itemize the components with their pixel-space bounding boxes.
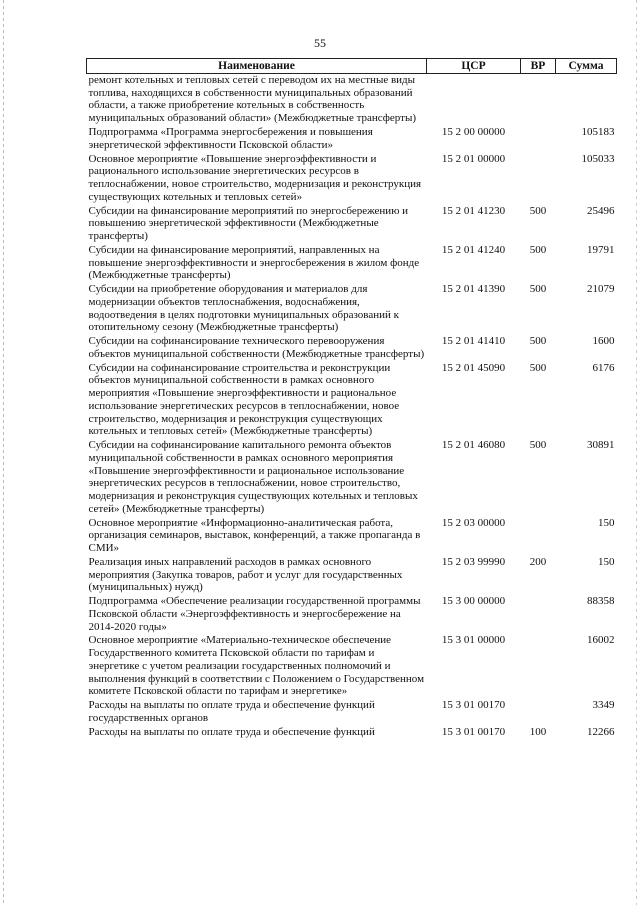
cell-csr: 15 2 00 00000 bbox=[441, 126, 506, 138]
cell-vr bbox=[521, 699, 556, 726]
cell-sum: 1600 bbox=[592, 335, 615, 348]
cell-csr: 15 2 01 00000 bbox=[441, 152, 506, 165]
cell-sum: 105033 bbox=[581, 152, 615, 165]
header-row bbox=[87, 59, 617, 74]
table-row bbox=[87, 634, 617, 699]
cell-csr bbox=[427, 74, 521, 127]
table-row bbox=[87, 699, 617, 726]
cell-name: Подпрограмма «Программа энергосбережения и повышения энергетической эффективности Псковской области» bbox=[88, 126, 373, 151]
cell-vr bbox=[521, 634, 556, 699]
cell-vr bbox=[521, 153, 556, 205]
cell-vr: 200 bbox=[529, 555, 547, 568]
cell-vr: 500 bbox=[529, 283, 547, 296]
cell-vr bbox=[521, 74, 556, 127]
table-row bbox=[87, 595, 617, 634]
budget-table bbox=[86, 58, 617, 740]
cell-vr: 100 bbox=[529, 725, 547, 738]
table-row bbox=[87, 74, 617, 127]
cell-csr: 15 3 01 00000 bbox=[441, 634, 506, 647]
cell-csr: 15 2 01 41390 bbox=[441, 283, 506, 296]
cell-sum: 150 bbox=[598, 555, 615, 568]
table-row bbox=[87, 205, 617, 244]
cell-vr: 500 bbox=[529, 243, 547, 256]
cell-sum: 3349 bbox=[592, 699, 615, 712]
cell-name: Подпрограмма «Обеспечение реализации государственной программы Псковской области «Энергоэффективность и энергосбережение на 2014-2020 годы» bbox=[88, 595, 421, 633]
cell-sum: 88358 bbox=[587, 595, 615, 608]
table-row bbox=[87, 726, 617, 740]
cell-csr: 15 2 01 41230 bbox=[441, 204, 506, 217]
cell-sum bbox=[556, 74, 617, 127]
cell-csr: 15 2 03 99990 bbox=[441, 555, 506, 568]
table-body bbox=[87, 74, 617, 740]
cell-sum: 150 bbox=[598, 516, 615, 529]
table-row bbox=[87, 244, 617, 283]
cell-name: Расходы на выплаты по оплате труда и обеспечение функций bbox=[88, 725, 375, 738]
cell-csr: 15 2 01 41410 bbox=[441, 335, 506, 348]
table-row bbox=[87, 362, 617, 439]
table-row bbox=[87, 556, 617, 595]
cell-name: Субсидии на финансирование мероприятий по энергосбережению и повышению энергетической эффективности (Межбюджетные трансферты) bbox=[88, 204, 409, 242]
table-row bbox=[87, 335, 617, 362]
cell-vr: 500 bbox=[529, 204, 547, 217]
cell-vr bbox=[521, 595, 556, 634]
cell-sum: 16002 bbox=[587, 634, 615, 647]
cell-csr: 15 3 01 00170 bbox=[441, 725, 506, 738]
cell-sum: 105183 bbox=[581, 126, 615, 138]
cell-csr: 15 3 01 00170 bbox=[441, 699, 506, 712]
cell-sum: 25496 bbox=[587, 204, 615, 217]
cell-vr: 500 bbox=[529, 335, 547, 348]
cell-sum: 12266 bbox=[587, 725, 615, 738]
cell-vr bbox=[521, 517, 556, 556]
cell-csr: 15 3 00 00000 bbox=[441, 595, 506, 608]
table-row bbox=[87, 439, 617, 516]
cell-name: Реализация иных направлений расходов в рамках основного мероприятия (Закупка товаров, работ и услуг для государственных (муниципальных) нужд) bbox=[88, 555, 403, 594]
table-row bbox=[87, 153, 617, 205]
cell-name: Основное мероприятие «Информационно-аналитическая работа, организация семинаров, выставок, конференций, а также пропаганда в СМИ» bbox=[88, 516, 421, 554]
cell-name: Субсидии на софинансирование строительства и реконструкции объектов муниципальной собственности в рамках основного мероприятия «Повышение энергоэффективности и рациональное использование энергетических ресурсов в теплоснабжении, новое строительство, модернизация и реконструкция существующих котельных и тепловых сетей» (Межбюджетные трансферты) bbox=[88, 361, 400, 438]
cell-csr: 15 2 01 45090 bbox=[441, 361, 506, 374]
cell-csr: 15 2 01 46080 bbox=[441, 439, 506, 452]
cell-name: Основное мероприятие «Повышение энергоэффективности и рационального использование энергетических ресурсов в теплоснабжении, новое строительство, модернизация и реконструкция существующих котельных и тепловых сетей» bbox=[88, 152, 422, 203]
cell-csr: 15 2 01 41240 bbox=[441, 243, 506, 256]
cell-sum: 6176 bbox=[592, 361, 615, 374]
table-row bbox=[87, 126, 617, 153]
header-name: Наименование bbox=[87, 59, 427, 74]
scan-edge-right bbox=[636, 0, 637, 905]
header-vr: ВР bbox=[521, 59, 556, 74]
table-row bbox=[87, 517, 617, 556]
page-number: 55 bbox=[314, 36, 326, 50]
cell-sum: 19791 bbox=[587, 243, 615, 256]
cell-vr: 500 bbox=[529, 439, 547, 452]
cell-csr: 15 2 03 00000 bbox=[441, 516, 506, 529]
cell-name: Расходы на выплаты по оплате труда и обеспечение функций государственных органов bbox=[88, 699, 375, 724]
header-csr: ЦСР bbox=[427, 59, 521, 74]
scan-edge-left bbox=[3, 0, 4, 905]
header-sum: Сумма bbox=[556, 59, 617, 74]
cell-name: ремонт котельных и тепловых сетей с переводом их на местные виды топлива, находящихся в собственности муниципальных образований области, а также приобретение котельных в собственность муниципальных образований области» (Межбюджетные трансферты) bbox=[88, 74, 417, 125]
cell-sum: 21079 bbox=[587, 283, 615, 296]
cell-vr: 500 bbox=[529, 361, 547, 374]
table-row bbox=[87, 283, 617, 335]
cell-name: Субсидии на софинансирование технического перевооружения объектов муниципальной собственности (Межбюджетные трансферты) bbox=[88, 335, 425, 360]
cell-name: Субсидии на софинансирование капитального ремонта объектов муниципальной собственности в рамках основного мероприятия «Повышение энергоэффективности и рациональное использование энергетических ресурсов в теплоснабжении, новое строительство, модернизация и реконструкция существующих котельных и тепловых сетей» (Межбюджетные трансферты) bbox=[88, 439, 418, 515]
cell-sum: 30891 bbox=[587, 439, 615, 452]
cell-vr bbox=[521, 126, 556, 153]
table-header bbox=[87, 59, 617, 74]
cell-name: Субсидии на приобретение оборудования и материалов для модернизации объектов теплоснабжения, водоснабжения, водоотведения в целях подготовки муниципальных образований к отопительному сезону (Межбюджетные трансферты) bbox=[88, 283, 399, 334]
cell-name: Субсидии на финансирование мероприятий, направленных на повышение энергоэффективности и энергосбережения в жилом фонде (Межбюджетные трансферты) bbox=[88, 243, 420, 282]
cell-name: Основное мероприятие «Материально-техническое обеспечение Государственного комитета Псковской области по тарифам и энергетике с учетом реализации государственных полномочий и выполнения функций в соответствии с Положением о Государственном комитете Псковской области по тарифам и энергетике» bbox=[88, 634, 425, 698]
